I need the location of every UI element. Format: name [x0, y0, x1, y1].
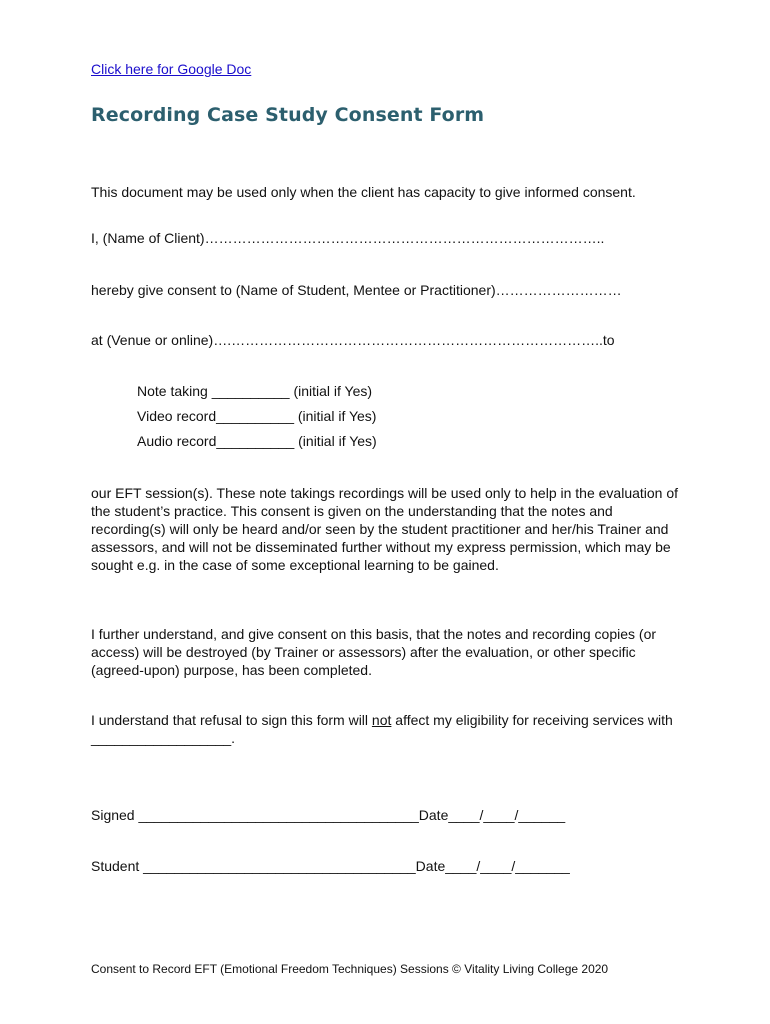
option-video-record: Video record__________ (initial if Yes)	[137, 408, 377, 424]
google-doc-link[interactable]: Click here for Google Doc	[91, 61, 252, 77]
signed-line: Signed ____________________________________Date____/____/______	[91, 807, 566, 823]
destruction-paragraph: I further understand, and give consent on this basis, that the notes and recording copies (or access) will be destroyed (by Trainer or assessors) after the evaluation, or other specific (agreed-upon) purpose, has been completed.	[91, 626, 657, 678]
client-name-line: I, (Name of Client)…………………………………………………………………………..	[91, 230, 605, 246]
eligibility-paragraph	[91, 711, 691, 747]
intro-text: This document may be used only when the client has capacity to give informed consent.	[91, 184, 636, 200]
option-note-taking: Note taking __________ (initial if Yes)	[137, 383, 373, 399]
eligibility-emphasis: not	[371, 712, 392, 728]
student-line: Student ___________________________________Date____/____/_______	[91, 858, 570, 874]
eligibility-text-before: I understand that refusal to sign this form will	[91, 712, 372, 728]
page-footer: Consent to Record EFT (Emotional Freedom Techniques) Sessions © Vitality Living College 2020	[91, 962, 609, 976]
page-title: Recording Case Study Consent Form	[91, 104, 485, 126]
consent-to-line: hereby give consent to (Name of Student, Mentee or Practitioner)………………………	[91, 282, 622, 298]
venue-line: at (Venue or online)….……………………………………………………………………..to	[91, 332, 615, 348]
eligibility-text-after: affect my eligibility for receiving services with __________________.	[91, 712, 673, 746]
option-audio-record: Audio record__________ (initial if Yes)	[137, 433, 377, 449]
consent-paragraph: our EFT session(s). These note takings recordings will be used only to help in the evaluation of the student’s practice. This consent is given on the understanding that the notes and recording(s) will only be heard and/or seen by the student practitioner and her/his Trainer and assessors, and will not be disseminated further without my express permission, which may be sought e.g. in the case of some exceptional learning to be gained.	[91, 485, 679, 573]
